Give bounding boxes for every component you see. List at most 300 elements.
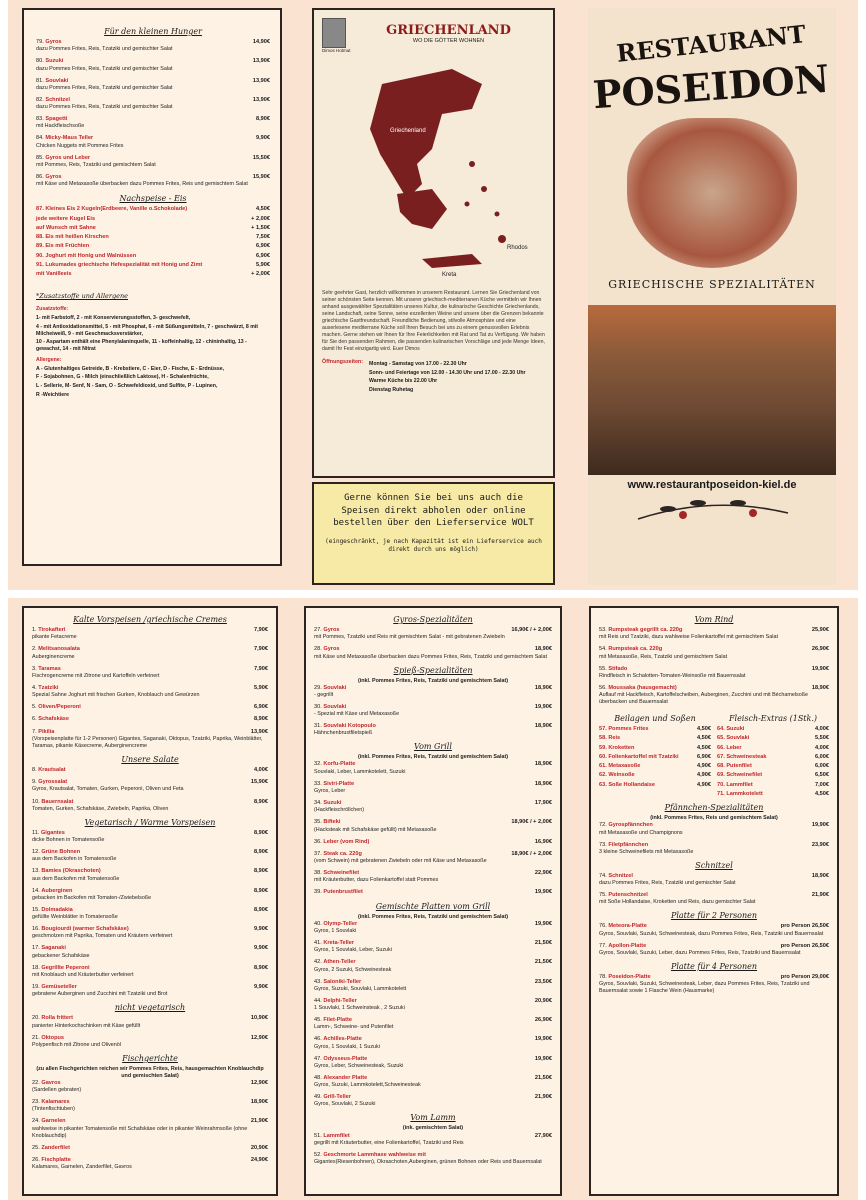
- menu-item: [314, 870, 552, 884]
- item-description: Chicken Nuggets mit Pommes Frites: [36, 142, 124, 149]
- item-name: Bifteki: [323, 819, 341, 826]
- item-price: 14,90€: [252, 39, 270, 45]
- item-name: Gigantes: [40, 829, 65, 836]
- item-price: 19,90€: [534, 703, 552, 710]
- item-number: 72.: [599, 822, 607, 829]
- line-label: 90. Joghurt mit Honig und Walnüssen: [36, 252, 137, 259]
- item-price: 7,90€: [254, 665, 268, 672]
- platter4-heading: Platte für 4 Personen: [670, 961, 758, 971]
- menu-item: [32, 767, 268, 774]
- welcome-text: Sehr geehrter Gast, herzlich willkommen in unserem Restaurant. Lernen Sie Griechenland von seiner schönsten Seite kennen. Mit unserer griechisch-mediterranen Küche vermitteln wir Ihnen anhand ausgewählter Spezialitäten unseres Kultur, die kulinarische Geschichte Griechenlands, seine Landschaft, seine Sonne, seine exzellenten Weine und unsere über die Grenzen bekannte griechische Gastfreundschaft. Freundliche Bedienung, stilvolle Atmosphäre und eine auserlesene mediterrane Küche soll Ihren Besuch bei uns zu einem genussvollen Erlebnis machen. Gerne stehen wir Ihnen für Ihre Feierlichkeiten mit Rat und Tat zu Verfügung. Wir haben für Sie den passenden Rahmen, die passenden kulinarischen Vorschläge und jede Menge Ideen, damit Ihr Fest einzigartig wird. Euer Dimos: [322, 289, 545, 352]
- item-number: 43.: [314, 978, 322, 985]
- kids-heading: Für den kleinen Hunger: [104, 27, 202, 36]
- item-description: Gyros, Krautsalat, Tomaten, Gurken, Peperoni, Oliven und Feta: [32, 786, 184, 793]
- item-number: 46.: [314, 1036, 322, 1043]
- item-price: 19,90€: [811, 822, 829, 829]
- item-number: 22.: [32, 1079, 40, 1086]
- item-price: 21,90€: [534, 1094, 552, 1101]
- item-name: Tirokafteri: [38, 627, 66, 633]
- grill-heading: Vom Grill: [414, 742, 452, 752]
- item-number: 19.: [32, 984, 40, 991]
- gyros-list: [314, 627, 552, 661]
- fish-list: [32, 1080, 268, 1171]
- schnitzel-list: [599, 873, 829, 907]
- item-name: Poseidon-Platte: [608, 973, 651, 980]
- menu-item: [32, 965, 268, 979]
- item-number: 11.: [32, 829, 40, 836]
- line-label: mit Vanilleeis: [36, 271, 72, 278]
- item-price: 8,90€: [254, 906, 268, 913]
- cover-panel: [588, 8, 836, 585]
- item-name: Rumpsteak ca. 220g: [608, 646, 663, 653]
- item-name: Moussaka (hausgemacht): [608, 684, 677, 691]
- item-number: 83.: [36, 116, 44, 123]
- extras-heading: Fleisch-Extras (1Stk.): [728, 714, 818, 724]
- line-label: 58. Reis: [599, 735, 621, 742]
- menu-item: [599, 923, 829, 937]
- item-number: 17.: [32, 945, 40, 952]
- item-price: pro Person 26,50€: [780, 942, 829, 949]
- item-description: Lamm-, Schweine- und Putenfilet: [314, 1024, 394, 1031]
- item-name: Grüne Bohnen: [41, 849, 81, 856]
- item-name: Gyros: [45, 39, 62, 45]
- item-price: 21,50€: [534, 959, 552, 966]
- item-price: 18,90€: [534, 684, 552, 691]
- item-description: geschmolzen mit Paprika, Tomaten und Kräutern verfeinert: [32, 933, 173, 940]
- allergens-list: [36, 366, 270, 399]
- item-description: (Sardellen gebraten): [32, 1087, 82, 1094]
- menu-item: [314, 921, 552, 935]
- menu-item: [36, 174, 270, 188]
- menu-item: [314, 1075, 552, 1089]
- salads-list: [32, 767, 268, 813]
- item-name: Meteora-Platte: [608, 923, 647, 930]
- text-line: 1- mit Farbstoff, 2 - mit Konservierungsstoffen, 3- geschwefelt,: [36, 315, 191, 322]
- item-name: Geschmorte Lammhaxe wahlweise mit: [323, 1151, 426, 1158]
- item-number: 4.: [32, 684, 37, 691]
- line-label: 69. Schweinefilet: [717, 772, 763, 779]
- menu-item: [32, 907, 268, 921]
- line-price: 4,50€: [697, 726, 711, 733]
- item-name: Odysseus-Platte: [323, 1055, 368, 1062]
- menu-item: [32, 1015, 268, 1029]
- item-price: 25,90€: [811, 627, 829, 633]
- item-name: Suzuki: [45, 58, 64, 65]
- menu-item: [314, 1094, 552, 1108]
- item-description: Gyros, 2 Suzuki, Schweinesteak: [314, 966, 392, 973]
- line-label: 68. Putenfilet: [717, 763, 752, 770]
- item-description: mit Hackfleischsoße: [36, 123, 85, 130]
- price-line: [599, 754, 711, 761]
- table-photo: [588, 305, 836, 475]
- item-description: mit Pommes, Tzatziki und Reis mit gemischtem Salat - mit gebratenen Zwiebeln: [314, 634, 505, 641]
- price-line: [599, 782, 711, 789]
- item-price: 15,50€: [252, 154, 270, 161]
- item-number: 49.: [314, 1094, 322, 1101]
- skewer-heading: Spieß-Spezialitäten: [393, 665, 473, 675]
- item-number: 52.: [314, 1151, 322, 1158]
- item-description: Gyros, 1 Souvlaki, 1 Suzuki: [314, 1043, 380, 1050]
- item-number: 51.: [314, 1132, 322, 1139]
- item-price: 18,90€: [534, 761, 552, 768]
- menu-item: [314, 646, 552, 660]
- menu-item: [32, 926, 268, 940]
- item-price: 20,90€: [250, 1144, 268, 1151]
- line-label: 67. Schweinesteak: [717, 753, 767, 760]
- price-line: [599, 763, 711, 770]
- item-name: Gyros: [323, 627, 340, 633]
- item-price: 21,50€: [534, 1074, 552, 1081]
- map-label-crete: Kreta: [442, 271, 457, 278]
- line-label: 65. Souvlaki: [717, 735, 750, 742]
- sides-heading: Beilagen und Soßen: [614, 714, 696, 724]
- menu-item: [314, 819, 552, 833]
- item-price: 9,90€: [254, 945, 268, 952]
- item-description: (Vorspeisenplatte für 1-2 Personen) Gigantes, Saganaki, Oktopus, Tzatziki, Paprika, Weinblätter, Taramas, pikante Käsecreme, Auberginencreme: [32, 735, 263, 749]
- line-price: 4,90€: [697, 772, 711, 779]
- line-label: 87. Kleines Eis 2 Kugeln(Erdbeere, Vanille o.Schokolade): [36, 206, 188, 213]
- item-description: (Hackfleischröllchen): [314, 807, 365, 814]
- item-price: 8,90€: [254, 868, 268, 875]
- item-number: 1.: [32, 627, 37, 633]
- item-price: 13,90€: [252, 58, 270, 65]
- item-number: 85.: [36, 154, 44, 161]
- item-number: 82.: [36, 96, 44, 103]
- item-number: 48.: [314, 1074, 322, 1081]
- item-name: Fischplatte: [41, 1157, 71, 1164]
- item-number: 54.: [599, 646, 607, 653]
- menu-item: [36, 116, 270, 130]
- item-price: 18,90€: [811, 684, 829, 691]
- line-label: 64. Suzuki: [717, 726, 745, 733]
- item-name: Bauernsalat: [41, 798, 74, 805]
- item-number: 55.: [599, 665, 607, 672]
- item-name: Athen-Teller: [323, 959, 356, 966]
- item-price: 24,90€: [250, 1157, 268, 1164]
- line-price: 6,00€: [815, 763, 829, 770]
- item-number: 27.: [314, 627, 322, 633]
- item-description: mit Käse und Metaxasoße überbacken dazu Pommes Frites, Reis, Tzatziki und gemischtem Salat: [314, 653, 547, 660]
- pan-list: [599, 822, 829, 856]
- menu-item: [32, 666, 268, 680]
- menu-item: [314, 704, 552, 718]
- item-number: 74.: [599, 872, 607, 879]
- line-label: 89. Eis mit Früchten: [36, 243, 90, 250]
- price-line: [36, 225, 270, 232]
- item-description: mit Pommes, Reis, Tzatziki und gemischtem Salat: [36, 161, 156, 168]
- item-price: 26,90€: [534, 1017, 552, 1024]
- item-number: 24.: [32, 1118, 40, 1125]
- item-number: 39.: [314, 889, 322, 896]
- item-description: gegrillt mit Kräuterbutter, eine Folienkartoffel, Tzatziki und Reis: [314, 1139, 464, 1146]
- menu-item: [314, 1152, 552, 1166]
- item-price: 13,90€: [252, 77, 270, 84]
- item-description: mit Knoblauch und Kräuterbutter verfeinert: [32, 972, 134, 979]
- menu-item: [36, 135, 270, 149]
- item-description: aus dem Backofen mit Tomatensoße: [32, 875, 120, 882]
- item-name: Kalamares: [41, 1099, 70, 1106]
- item-name: Putenbrustfilet: [323, 889, 363, 896]
- item-number: 2.: [32, 646, 37, 653]
- greece-subtitle: WO DIE GÖTTER WOHNEN: [412, 37, 485, 44]
- item-price: 8,90€: [254, 716, 268, 723]
- menu-item: [32, 1080, 268, 1094]
- item-number: 36.: [314, 838, 322, 845]
- line-price: 4,00€: [815, 744, 829, 751]
- item-number: 38.: [314, 870, 322, 877]
- price-line: [36, 271, 270, 278]
- menu-item: [314, 839, 552, 846]
- menu-item: [314, 1036, 552, 1050]
- svg-text:POSEIDON: POSEIDON: [591, 55, 831, 118]
- platter2-list: [599, 923, 829, 957]
- item-name: Gyrossalat: [38, 779, 68, 786]
- item-price: 18,90€: [534, 780, 552, 787]
- item-price: 8,90€: [254, 964, 268, 971]
- item-price: 5,90€: [254, 684, 268, 691]
- price-line: [717, 763, 829, 770]
- menu-item: [599, 873, 829, 887]
- item-name: Schafskäse: [38, 716, 70, 723]
- item-description: mit Metaxasoße und Champignons: [599, 829, 683, 836]
- hours-label: Öffnungszeiten:: [322, 358, 364, 365]
- allergens-sub: Allergene:: [36, 356, 62, 363]
- item-description: panierter Hinterkochschinken mit Käse gefüllt: [32, 1022, 141, 1029]
- poseidon-head-image: [627, 118, 797, 268]
- item-number: 10.: [32, 798, 40, 805]
- cold-starters-heading: Kalte Vorspeisen /griechische Cremes: [73, 615, 227, 624]
- item-description: mit Metaxasoße, Reis, Tzatziki und gemischtem Salat: [599, 653, 728, 660]
- item-description: Gigantes(Riesenbohnen), Okraschoten,Auberginen, grünen Bohnen oder Reis und Bauernsalat: [314, 1159, 542, 1166]
- hours-list: [369, 359, 526, 396]
- item-description: Tomaten, Gurken, Schafskäse, Zwiebeln, Paprika, Oliven: [32, 805, 169, 812]
- item-description: Gyros, Souvlaki, Suzuki, Schweinesteak, dazu Pommes Frites, Reis, Tzatziki und Bauernsalat: [599, 930, 824, 937]
- item-name: Gyros: [323, 646, 340, 653]
- item-price: 23,90€: [811, 841, 829, 848]
- menu-item: [599, 974, 829, 995]
- menu-item: [599, 842, 829, 856]
- menu-item: [599, 666, 829, 680]
- menu-item: [314, 1017, 552, 1031]
- additives-list: [36, 315, 270, 353]
- item-number: 26.: [32, 1157, 40, 1164]
- item-number: 25.: [32, 1144, 40, 1151]
- pan-heading: Pfännchen-Spezialitäten: [664, 803, 764, 813]
- item-name: Oliven/Peperoni: [38, 704, 81, 711]
- item-description: gebackener Schafskäse: [32, 952, 90, 959]
- item-price: 18,90€ / + 2,00€: [511, 819, 552, 826]
- line-label: 63. Soße Hollandaise: [599, 781, 655, 788]
- item-price: pro Person 26,50€: [780, 923, 829, 930]
- item-description: - gegrillt: [314, 691, 334, 698]
- menu-item: [314, 723, 552, 737]
- menu-item: [599, 822, 829, 836]
- item-name: Delphi-Teller: [323, 997, 357, 1004]
- menu-item: [32, 704, 268, 711]
- wolt-text: Gerne können Sie bei uns auch die Speisen direkt abholen oder online bestellen über den Lieferservice WOLT: [333, 493, 534, 529]
- item-number: 5.: [32, 704, 37, 711]
- line-label: 59. Kroketten: [599, 744, 635, 751]
- item-price: 16,90€: [534, 838, 552, 845]
- menu-item: [32, 779, 268, 793]
- additives-sub: Zusatzstoffe:: [36, 306, 69, 313]
- dessert-list: [36, 206, 270, 278]
- price-line: [717, 745, 829, 752]
- item-number: 40.: [314, 920, 322, 927]
- beef-heading: Vom Rind: [694, 615, 734, 624]
- additives-heading: *Zusatzstoffe und Allergene: [36, 292, 129, 301]
- line-label: 66. Leber: [717, 744, 742, 751]
- map-label-rhodes: Rhodos: [507, 244, 528, 251]
- item-number: 20.: [32, 1015, 40, 1022]
- menu-column-2: [304, 606, 562, 1196]
- item-description: Kalamares, Garnelen, Zanderfilet, Gavros: [32, 1164, 132, 1171]
- item-name: Grill-Teller: [323, 1094, 351, 1101]
- mixed-note: (inkl. Pommes Frites, Reis, Tzatziki und gemischtem Salat): [357, 913, 509, 920]
- item-number: 86.: [36, 173, 44, 180]
- item-price: 15,90€: [252, 173, 270, 180]
- line-price: 4,90€: [697, 763, 711, 770]
- menu-item: [314, 627, 552, 641]
- price-line: [717, 754, 829, 761]
- item-price: 10,90€: [250, 1015, 268, 1022]
- line-price: 6,90€: [697, 753, 711, 760]
- item-number: 13.: [32, 868, 40, 875]
- item-price: 15,90€: [250, 779, 268, 786]
- item-name: Schnitzel: [45, 96, 70, 103]
- line-price: 4,50€: [697, 735, 711, 742]
- item-name: Gavros: [41, 1079, 61, 1086]
- item-number: 9.: [32, 779, 37, 786]
- menu-item: [32, 830, 268, 844]
- line-label: 91. Lukumades griechische Hefespezialität mit Honig und Zimt: [36, 261, 203, 268]
- item-price: 27,90€: [534, 1132, 552, 1139]
- item-name: Stifado: [608, 665, 628, 672]
- menu-item: [314, 1133, 552, 1147]
- menu-column-3: [589, 606, 839, 1196]
- item-name: Olymp-Teller: [323, 920, 358, 927]
- line-label: 60. Folienkartoffel mit Tzatziki: [599, 753, 679, 760]
- menu-item: [32, 799, 268, 813]
- item-name: Kreta-Teller: [323, 939, 355, 946]
- lamb-list: [314, 1133, 552, 1167]
- price-line: [599, 735, 711, 742]
- item-number: 8.: [32, 766, 37, 773]
- line-price: + 2,00€: [251, 271, 270, 278]
- item-name: Rumpsteak gegrillt ca. 220g: [608, 627, 683, 633]
- item-name: Souvlaki: [323, 684, 347, 691]
- item-number: 78.: [599, 973, 607, 980]
- item-name: Bougiourdi (warmer Schafskäse): [41, 926, 129, 933]
- item-price: 26,90€: [811, 646, 829, 653]
- item-name: Siviri-Platte: [323, 780, 355, 787]
- menu-item: [314, 998, 552, 1012]
- item-price: 18,90€: [811, 872, 829, 879]
- item-price: 18,90€: [250, 1099, 268, 1106]
- item-description: Gyros, 1 Souvlaki, Leber, Suzuki: [314, 947, 392, 954]
- item-number: 3.: [32, 665, 37, 672]
- item-name: Schnitzel: [608, 872, 633, 879]
- price-line: [717, 782, 829, 789]
- item-number: 18.: [32, 964, 40, 971]
- dessert-heading: Nachspeise - Eis: [119, 194, 187, 204]
- menu-item: [32, 1157, 268, 1171]
- item-description: mit Soße Hollandaise, Kroketten und Reis, dazu gemischter Salat: [599, 899, 756, 906]
- item-description: (Hacksteak mit Schafskäse gefüllt) mit Metaxasoße: [314, 826, 437, 833]
- item-number: 53.: [599, 627, 607, 633]
- item-price: 8,90€: [256, 116, 270, 123]
- item-number: 32.: [314, 761, 322, 768]
- menu-item: [314, 685, 552, 699]
- price-line: [599, 745, 711, 752]
- item-description: Polypenfisch mit Zitrone und Olivenöl: [32, 1041, 121, 1048]
- item-description: aus dem Backofen in Tomatensoße: [32, 856, 117, 863]
- website[interactable]: www.restaurantposeidon-kiel.de: [627, 479, 797, 491]
- line-label: jede weitere Kugel Eis: [36, 215, 96, 222]
- item-number: 77.: [599, 942, 607, 949]
- item-description: Rindfleisch in Schalotten-Tomaten-Weinsoße mit Bauernsalat: [599, 672, 746, 679]
- item-number: 12.: [32, 849, 40, 856]
- menu-item: [314, 1056, 552, 1070]
- nonveg-list: [32, 1015, 268, 1049]
- item-name: Steak ca. 220g: [323, 850, 362, 857]
- item-description: Fischrogencreme mit Zitrone und Kartoffeln verfeinert: [32, 672, 160, 679]
- item-number: 7.: [32, 728, 37, 735]
- item-description: (vom Schwein) mit gebratenen Zwiebeln oder mit Käse und Metaxasoße: [314, 858, 487, 865]
- item-number: 42.: [314, 959, 322, 966]
- item-number: 44.: [314, 997, 322, 1004]
- item-number: 80.: [36, 58, 44, 65]
- salads-heading: Unsere Salate: [121, 754, 179, 764]
- text-line: Dienstag Ruhetag: [369, 387, 414, 394]
- item-number: 33.: [314, 780, 322, 787]
- menu-item: [599, 646, 829, 660]
- item-number: 21.: [32, 1034, 40, 1041]
- grill-list: [314, 761, 552, 896]
- menu-item: [314, 761, 552, 775]
- line-label: 61. Metaxasoße: [599, 763, 641, 770]
- item-name: Lammfilet: [323, 1132, 350, 1139]
- veg-heading: Vegetarisch / Warme Vorspeisen: [84, 817, 216, 827]
- line-price: 5,90€: [256, 261, 270, 268]
- line-price: 7,50€: [256, 234, 270, 241]
- item-number: 84.: [36, 135, 44, 142]
- item-price: 6,90€: [254, 704, 268, 711]
- item-price: 13,90€: [252, 96, 270, 103]
- item-description: Gyros, Souvlaki, Suzuki, Schweinesteak, Leber, dazu Pommes Frites, Reis, Tzatziki und Bauernsalat sowie 1 Flasche Wein (Hausmarke): [599, 981, 810, 995]
- item-price: 19,90€: [534, 1036, 552, 1043]
- owner-photo: [322, 18, 346, 48]
- text-line: Sonn- und Feiertage von 12.00 - 14.30 Uhr und 17.00 - 22.30 Uhr: [369, 369, 526, 376]
- item-name: Gemüseteller: [41, 984, 77, 991]
- item-description: Gyros, Souvlaki, 2 Suzuki: [314, 1101, 376, 1108]
- greece-panel: [312, 8, 555, 478]
- item-name: Souvlaki: [323, 703, 347, 710]
- svg-text:RESTAURANT: RESTAURANT: [615, 19, 808, 68]
- line-label: 57. Pommes Frites: [599, 726, 649, 733]
- line-label: 62. Weinsoße: [599, 772, 635, 779]
- line-label: 70. Lammfilet: [717, 781, 753, 788]
- item-name: Oktopus: [41, 1034, 65, 1041]
- item-number: 73.: [599, 841, 607, 848]
- mixed-heading: Gemischte Platten vom Grill: [375, 901, 491, 911]
- item-name: Micky-Maus Teller: [45, 135, 94, 142]
- item-price: 9,90€: [256, 135, 270, 142]
- price-line: [717, 791, 829, 798]
- item-description: dazu Pommes Frites, Reis, Tzatziki und gemischter Salat: [36, 46, 173, 53]
- line-price: + 1,50€: [251, 224, 270, 231]
- price-line: [717, 726, 829, 733]
